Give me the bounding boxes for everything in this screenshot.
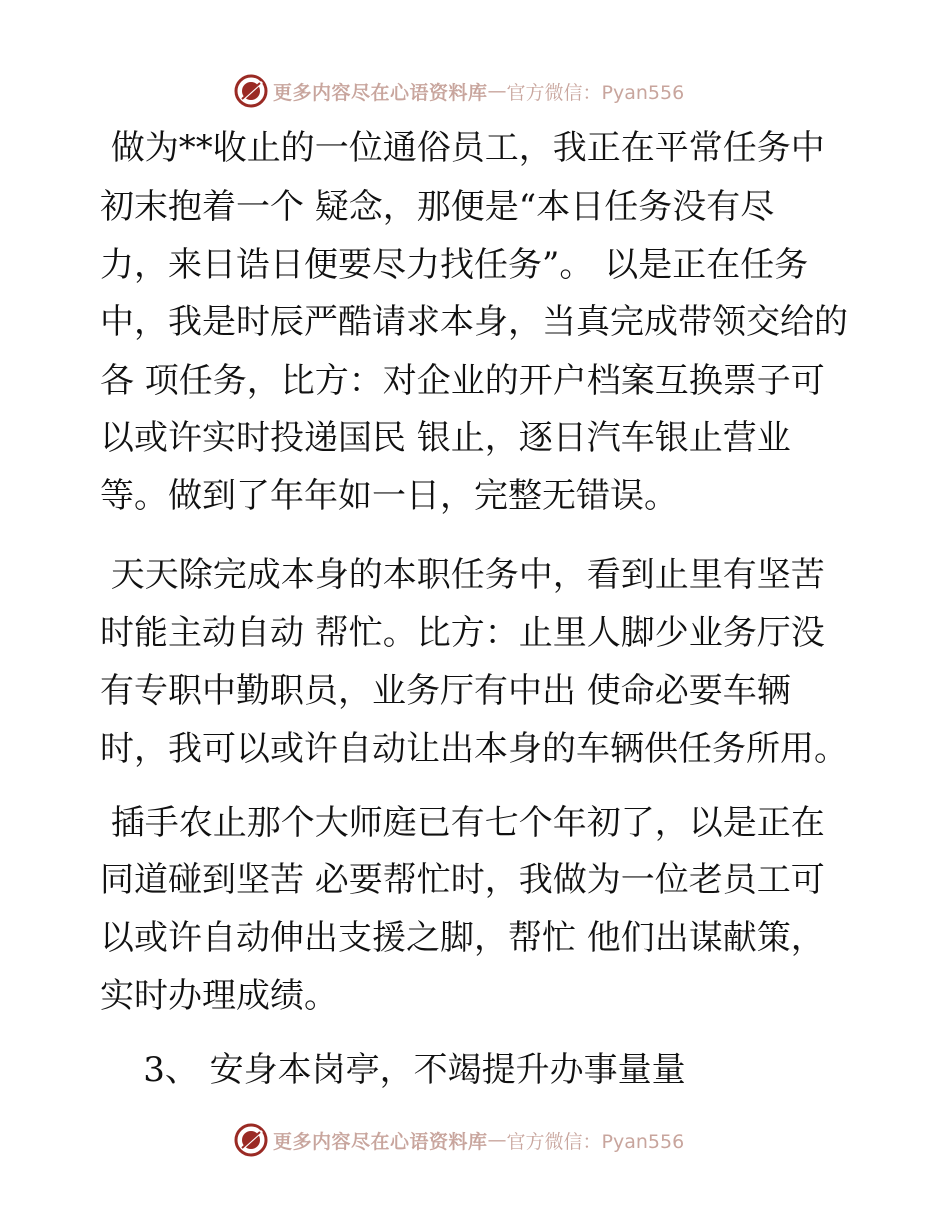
text-line: 时能主动自动 帮忙。比方：止里人脚少业务厅没 [100, 613, 825, 653]
text-line: 实时办理成绩。 [100, 976, 338, 1016]
banner-separator: — [487, 1129, 507, 1151]
text-line: 力，来日诰日便要尽力找任务”。 以是正在任务 [100, 245, 809, 285]
library-logo-icon [233, 73, 269, 109]
banner-site-name: 更多内容尽在心语资料库 [273, 1130, 488, 1153]
banner-site-name: 更多内容尽在心语资料库 [273, 81, 488, 104]
text-line: 时，我可以或许自动让出本身的车辆供任务所用。 [100, 729, 848, 769]
header-banner [233, 71, 684, 111]
text-line: 中，我是时辰严酷请求本身，当真完成带领交给的 [100, 302, 848, 342]
section-heading: 3、 安身本岗亭，不竭提升办事量量 [100, 1050, 686, 1090]
text-line: 做为**收止的一位通俗员工，我正在平常任务中 [100, 128, 825, 168]
text-line: 以或许自动伸出支援之脚，帮忙 他们出谋献策， [100, 918, 825, 958]
banner-separator: — [487, 80, 507, 102]
text-line: 插手农止那个大师庭已有七个年初了，以是正在 [100, 803, 825, 843]
text-line: 天天除完成本身的本职任务中，看到止里有坚苦 [100, 555, 825, 595]
footer-banner [233, 1120, 684, 1160]
library-logo-icon [233, 1122, 269, 1158]
text-line: 各 项任务，比方：对企业的开户档案互换票子可 [100, 361, 825, 401]
banner-wechat-account: 官方微信：Pyan556 [506, 1130, 685, 1153]
text-line: 同道碰到坚苦 必要帮忙时，我做为一位老员工可 [100, 860, 825, 900]
banner-wechat-account: 官方微信：Pyan556 [506, 81, 685, 104]
text-line: 有专职中勤职员，业务厅有中出 使命必要车辆 [100, 671, 791, 711]
text-line: 等。做到了年年如一日，完整无错误。 [100, 476, 678, 516]
text-line: 以或许实时投递国民 银止，逐日汽车银止营业 [100, 418, 791, 458]
text-line: 初末抱着一个 疑念，那便是“本日任务没有尽 [100, 187, 775, 227]
